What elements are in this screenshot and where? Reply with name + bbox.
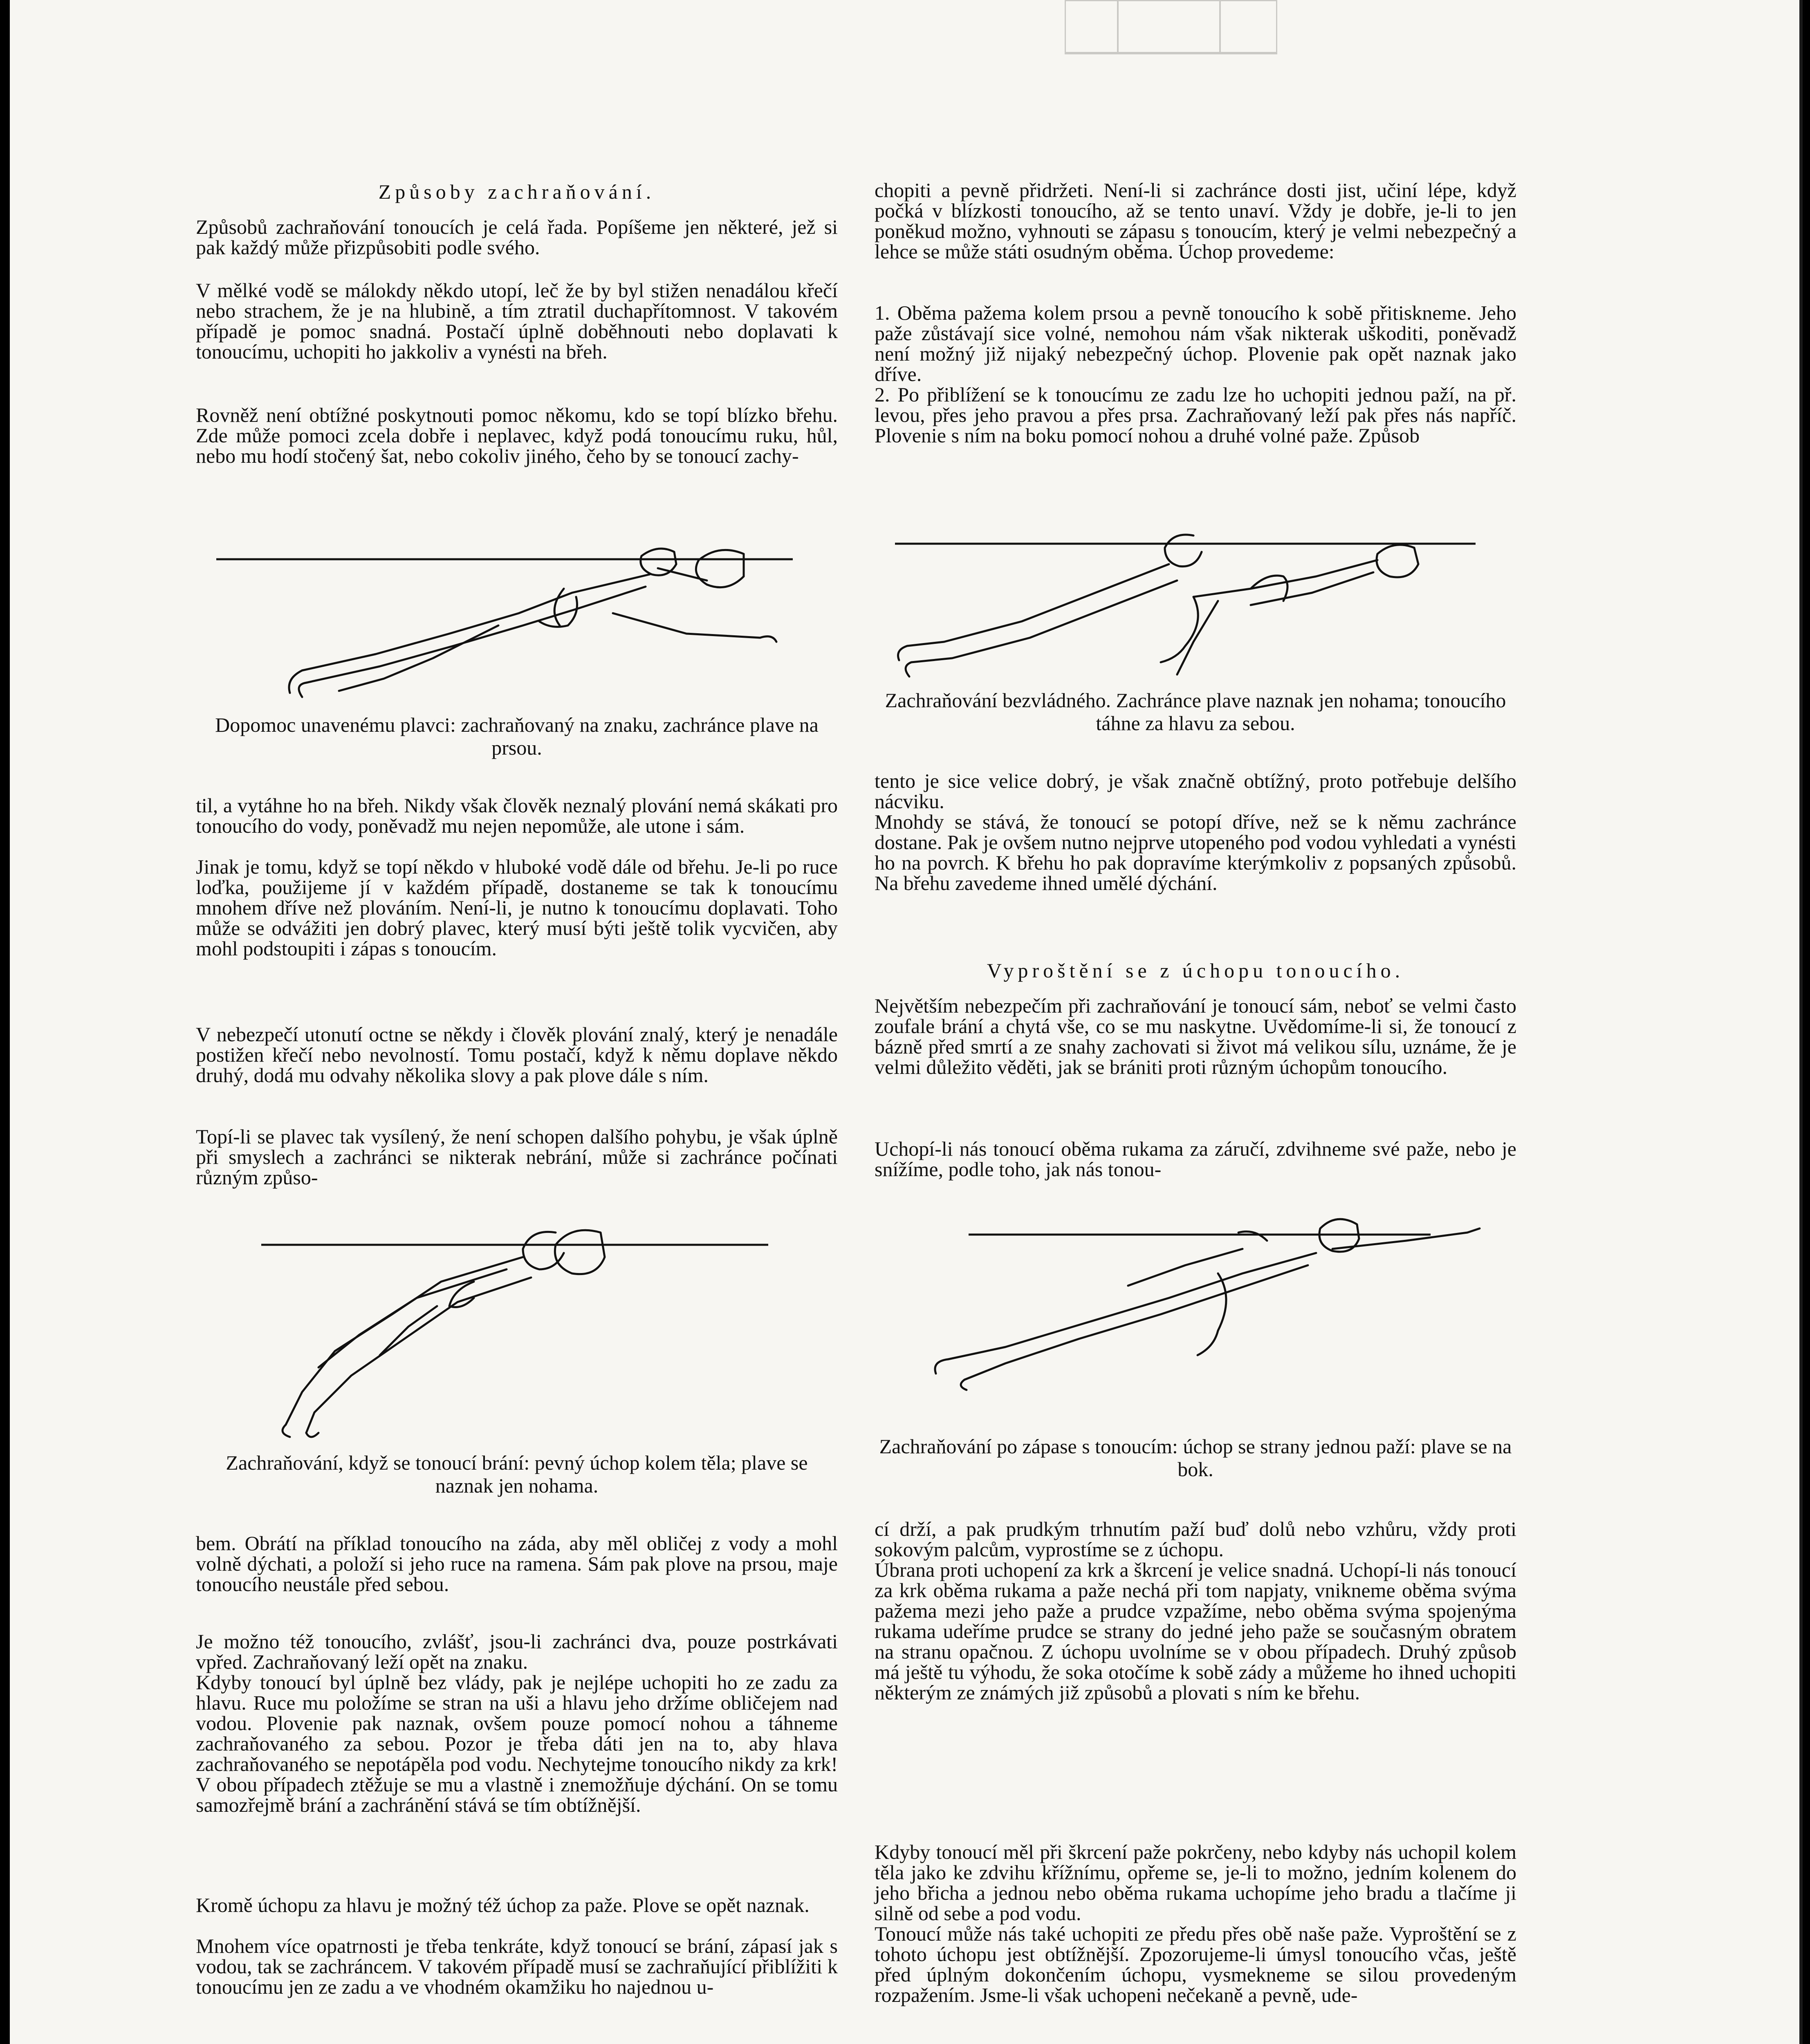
paragraph: V nebezpečí utonutí octne se někdy i člověk plování znalý, který je nenadále postižen křečí nebo nevolností. Tomu postačí, když k němu doplave někdo druhý, dodá mu odvahy několika slovy a pak plove dále s ním. xyxy=(196,1023,838,1087)
paragraph: Kromě úchopu za hlavu je možný též úchop za paže. Plove se opět naznak. xyxy=(196,1894,810,1916)
paragraph: Jinak je tomu, když se topí někdo v hluboké vodě dále od břehu. Je-li po ruce loďka, použijeme jí v každém případě, dostaneme se tak k tonoucímu mnohem dříve než plováním. Není-li, je nutno k tonoucímu doplavati. Toho může se odvážiti jen dobrý plavec, který musí býti ještě tolik vycvičen, aby mohl podstoupiti i zápas s tonoucím. xyxy=(196,855,838,960)
figure-rescue-struggling xyxy=(245,1220,809,1441)
figure-swimmer-assist xyxy=(204,536,821,699)
figure-caption: Zachraňování, když se tonoucí brání: pevný úchop kolem těla; plave se naznak jen nohama. xyxy=(226,1451,808,1497)
paragraph: cí drží, a pak prudkým trhnutím paží buď dolů nebo vzhůru, vždy proti sokovým palcům, vyprostíme se z úchopu. xyxy=(875,1517,1516,1561)
scan-edge xyxy=(1799,0,1803,2044)
paragraph: tento je sice velice dobrý, je však značně obtížný, proto potřebuje delšího nácviku. xyxy=(875,769,1516,813)
paragraph: Uchopí-li nás tonoucí oběma rukama za záručí, zdvihneme své paže, nebo je snížíme, podle toho, jak nás tonou- xyxy=(875,1137,1516,1181)
paragraph: Úbrana proti uchopení za krk a škrcení je velice snadná. Uchopí-li nás tonoucí za krk oběma rukama a paže nechá při tom napjaty, vnikneme oběma svýma pažema mezi jeho paže a prudce vzpažíme, nebo oběma svýma spojenýma rukama udeříme prudce se strany do jedné jeho paže se současným obratem na stranu opačnou. Z úchopu uvolníme se v obou případech. Druhý způsob má ještě tu výhodu, že soka otočíme k sobě zády a můžeme ho ihned uchopiti některým ze známých již způsobů a plovati s ním ke břehu. xyxy=(875,1558,1516,1704)
paragraph: Způsobů zachraňování tonoucích je celá řada. Popíšeme jen některé, jež si pak každý může přizpůsobiti podle svého. xyxy=(196,215,838,259)
paragraph: Tonoucí může nás také uchopiti ze předu přes obě naše paže. Vyproštění se z tohoto úchopu jest obtížnější. Zpozorujeme-li úmysl tonoucího včas, ještě před úplným dokončením úchopu, vysmekneme se silou provedeným rozpažením. Jsme-li však uchopeni nečekaně a pevně, ude- xyxy=(875,1922,1516,2006)
scanned-page xyxy=(10,0,1803,2044)
paragraph: Mnohem více opatrnosti je třeba tenkráte, když tonoucí se brání, zápasí jak s vodou, tak se zachráncem. V takovém případě musí se zachraňující přiblížiti k tonoucímu jen ze zadu a ve vhodném okamžiku ho najednou u- xyxy=(196,1934,838,1998)
paragraph: Rovněž není obtížné poskytnouti pomoc někomu, kdo se topí blízko břehu. Zde může pomoci zcela dobře i neplavec, když podá tonoucímu ruku, hůl, nebo mu hodí stočený šat, nebo cokoliv jiného, čeho by se tonoucí zachy- xyxy=(196,403,838,467)
paragraph: 2. Po přiblížení se k tonoucímu ze zadu lze ho uchopiti jednou paží, na př. levou, přes jeho pravou a přes prsa. Zachraňovaný leží pak přes nás napříč. Plovenie s ním na boku pomocí nohou a druhé volné paže. Způsob xyxy=(875,383,1516,447)
section-heading-rescue-methods: Způsoby zachraňování. xyxy=(378,180,655,203)
paragraph: Je možno též tonoucího, zvlášť, jsou-li zachránci dva, pouze postrkávati vpřed. Zachraňovaný leží opět na znaku. xyxy=(196,1630,838,1673)
section-heading-release-grip: Vyproštění se z úchopu tonoucího. xyxy=(987,959,1404,982)
figure-caption: Zachraňování po zápase s tonoucím: úchop se strany jednou paží: plave se na bok. xyxy=(879,1435,1512,1481)
paragraph: til, a vytáhne ho na břeh. Nikdy však člověk neznalý plování nemá skákati pro tonoucího do vody, poněvadž mu nejen nepomůže, ale utone i sám. xyxy=(196,794,838,837)
paragraph: Mnohdy se stává, že tonoucí se potopí dříve, než se k němu zachránce dostane. Pak je ovšem nutno nejprve utopeného pod vodou vyhledati a vynésti ho na povrch. K břehu ho pak dopravíme kterýmkoliv z popsaných způsobů. Na břehu zavedeme ihned umělé dýchání. xyxy=(875,810,1516,894)
figure-caption: Dopomoc unavenému plavci: zachraňovaný na znaku, zachránce plave na prsou. xyxy=(215,713,819,759)
paragraph: 1. Oběma pažema kolem prsou a pevně tonoucího k sobě přitiskneme. Jeho paže zůstávají sice volné, nemohou nám však nikterak uškoditi, poněvadž není možný již nijaký nebezpečný úchop. Plovenie pak opět naznak jako dříve. xyxy=(875,301,1516,385)
paragraph: chopiti a pevně přidržeti. Není-li si zachránce dosti jist, učiní lépe, když počká v blízkosti tonoucího, až se tento unaví. Vždy je dobře, je-li to jen poněkud možno, vyhnouti se zápasu s tonoucím, který je velmi nebezpečný a lehce se může státi osudným oběma. Úchop provedeme: xyxy=(875,179,1516,263)
paragraph: V mělké vodě se málokdy někdo utopí, leč že by byl stižen nenadálou křečí nebo strachem, že je na hlubině, a tím ztratil duchapřítomnost. V takovém případě je pomoc snadná. Postačí úplně doběhnouti nebo doplavati k tonoucímu, uchopiti ho jakkoliv a vynésti na břeh. xyxy=(196,279,838,363)
paragraph: Kdyby tonoucí měl při škrcení paže pokrčeny, nebo kdyby nás uchopil kolem těla jako ke zdvihu křížnímu, opřeme se, je-li to možno, jedním kolenem do jeho břicha a jednou nebo oběma rukama uchopíme jeho bradu a tlačíme ji silně od sebe a pod vodu. xyxy=(875,1840,1516,1925)
paragraph: Největším nebezpečím při zachraňování je tonoucí sám, neboť se velmi často zoufale brání a chytá vše, co se mu naskytne. Uvědomíme-li si, že tonoucí z bázně před smrtí a ze snahy zachovati si život má velikou sílu, uznáme, že je velmi důležito věděti, jak se brániti proti různým úchopům tonoucího. xyxy=(875,994,1516,1078)
paragraph: bem. Obrátí na příklad tonoucího na záda, aby měl obličej z vody a mohl volně dýchati, a položí si jeho ruce na ramena. Sám pak plove na prsou, maje tonoucího neustále před sebou. xyxy=(196,1532,838,1596)
binding-mark xyxy=(1065,0,1277,69)
paragraph: Topí-li se plavec tak vysílený, že není schopen dalšího pohybu, je však úplně při smyslech a zachránci se nikterak nebrání, může si zachránce počínati různým způso- xyxy=(196,1125,838,1189)
figure-rescue-after-struggle xyxy=(875,1200,1504,1392)
figure-caption: Zachraňování bezvládného. Zachránce plave naznak jen nohama; tonoucího táhne za hlavu za sebou. xyxy=(885,689,1506,735)
figure-rescue-unconscious xyxy=(883,519,1496,691)
paragraph: Kdyby tonoucí byl úplně bez vlády, pak je nejlépe uchopiti ho ze zadu za hlavu. Ruce mu položíme se stran na uši a hlavu jeho držíme obličejem nad vodou. Plovenie pak naznak, ovšem pouze pomocí nohou a táhneme zachraňovaného za sebou. Pozor je třeba dáti jen na to, aby hlava zachraňovaného se nepotápěla pod vodu. Nechytejme tonoucího nikdy za krk! V obou případech ztěžuje se mu a vlastně i znemožňuje dýchání. On se tomu samozřejmě brání a zachránění stává se tím obtížnější. xyxy=(196,1671,838,1816)
